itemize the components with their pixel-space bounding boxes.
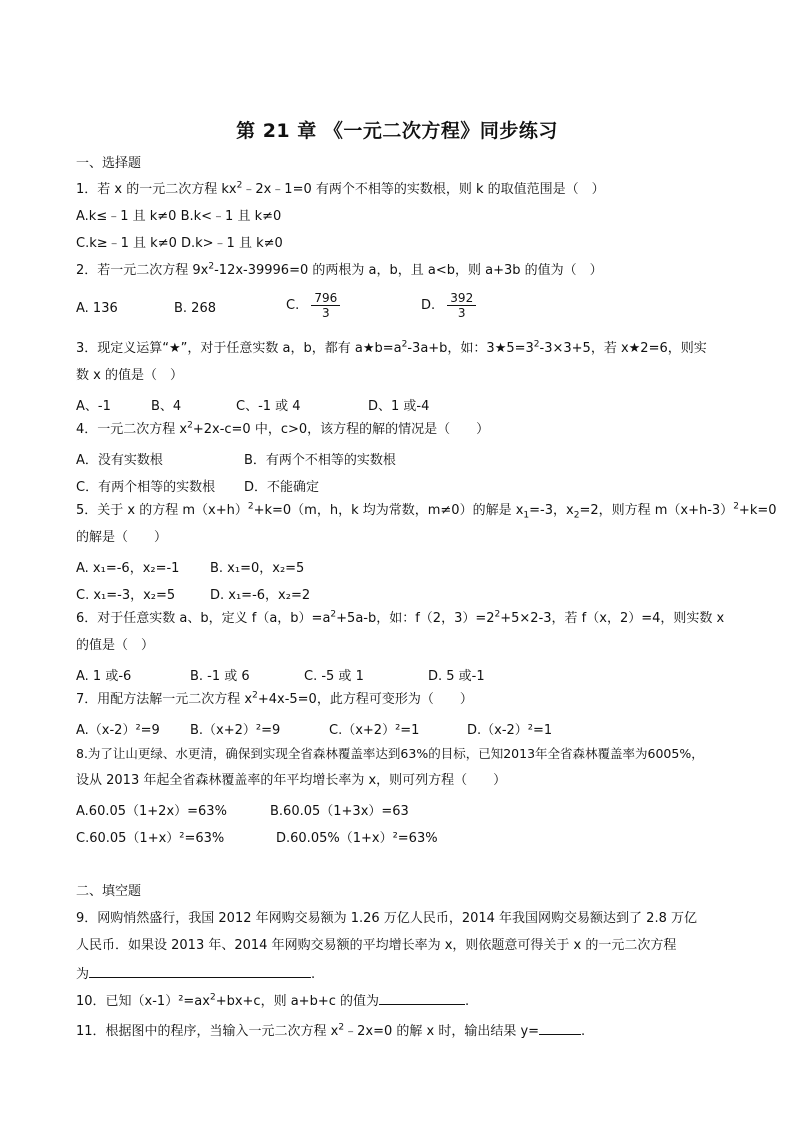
superscript: 2 [252, 690, 258, 701]
question-2-stem-a: 2．若一元二次方程 9x [76, 263, 209, 278]
question-2-stem-b: -12x-39996=0 的两根为 a，b，且 a<b，则 a+3b 的值为（ ） [214, 263, 603, 278]
question-6-stem-c: +5×2-3，若 f（x，2）=4，则实数 x [500, 611, 725, 626]
question-6-option-b: B. -1 或 6 [190, 669, 250, 684]
question-9-suffix: . [311, 967, 316, 982]
question-4-option-c: C．有两个相等的实数根 [76, 480, 216, 495]
superscript: 2 [236, 180, 243, 191]
section-heading-choice: 一、选择题 [76, 156, 142, 171]
question-6 [76, 611, 724, 627]
fraction [447, 291, 476, 320]
superscript: 2 [338, 1022, 345, 1033]
question-3-stem-b: -3a+b，如：3★5=3 [407, 341, 534, 356]
question-9: 9．网购悄然盛行，我国 2012 年网购交易额为 1.26 万亿人民币，2014 年我国网购交易额达到了 2.8 万亿 [76, 911, 697, 926]
question-1-options-cd: C.k≥﹣1 且 k≠0 D.k>﹣1 且 k≠0 [76, 236, 283, 251]
question-7-option-b: B.（x+2）²=9 [190, 723, 281, 738]
question-1-stem-b: ﹣2x﹣1=0 有两个不相等的实数根，则 k 的取值范围是（ ） [242, 182, 605, 197]
question-7-stem-a: 7．用配方法解一元二次方程 x [76, 692, 253, 707]
question-5-stem-c: =-3，x [529, 503, 574, 518]
superscript: 2 [401, 339, 408, 350]
superscript: 2 [330, 609, 337, 620]
question-6-option-c: C. -5 或 1 [304, 669, 364, 684]
superscript: 2 [187, 420, 193, 431]
question-7-option-c: C.（x+2）²=1 [329, 723, 420, 738]
question-3-stem-c: -3×3+5，若 x★2=6，则实 [539, 341, 707, 356]
fraction-denominator: 3 [457, 306, 466, 320]
question-8-option-d: D.60.05%（1+x）²=63% [276, 831, 438, 846]
question-8-option-b: B.60.05（1+3x）=63 [270, 804, 409, 819]
question-1-options-ab: A.k≤﹣1 且 k≠0 B.k<﹣1 且 k≠0 [76, 209, 282, 224]
question-10 [76, 992, 469, 1010]
page-title: 第 21 章 《一元二次方程》同步练习 [236, 120, 558, 142]
question-6-line-2: 的值是（ ） [76, 638, 155, 653]
question-8-option-a: A.60.05（1+2x）=63% [76, 804, 227, 819]
superscript: 2 [209, 992, 216, 1003]
question-6-stem-b: +5a-b，如：f（2，3）=2 [336, 611, 495, 626]
fraction-numerator: 796 [311, 291, 340, 306]
question-4 [76, 422, 489, 438]
question-3-option-c: C、-1 或 4 [236, 399, 301, 414]
question-5-option-b: B. x₁=0，x₂=5 [210, 561, 305, 576]
question-3-stem-a: 3．现定义运算“★”，对于任意实数 a，b，都有 a★b=a [76, 341, 402, 356]
question-2-option-a: A. 136 [76, 301, 118, 316]
question-9-line-2: 人民币．如果设 2013 年、2014 年网购交易额的平均增长率为 x，则依题意可得关于 x 的一元二次方程 [76, 938, 677, 953]
question-6-option-a: A. 1 或-6 [76, 669, 132, 684]
question-5-stem-e: +k=0 [738, 503, 777, 518]
question-2-option-b: B. 268 [174, 301, 216, 316]
question-11-suffix: . [581, 1024, 586, 1039]
question-2-option-d [421, 291, 476, 320]
question-3-option-b: B、4 [151, 399, 182, 414]
question-3-line-2: 数 x 的值是（ ） [76, 368, 183, 383]
question-3-option-d: D、1 或-4 [368, 399, 430, 414]
subscript: 2 [573, 510, 580, 521]
superscript: 2 [494, 609, 501, 620]
question-5-stem-d: =2，则方程 m（x+h-3） [579, 503, 734, 518]
answer-blank[interactable] [379, 992, 465, 1005]
question-5-line-2: 的解是（ ） [76, 530, 168, 545]
superscript: 2 [247, 501, 254, 512]
question-2 [76, 263, 603, 279]
question-6-option-d: D. 5 或-1 [428, 669, 485, 684]
question-4-option-a: A．没有实数根 [76, 453, 163, 468]
question-6-stem-a: 6．对于任意实数 a、b，定义 f（a，b）=a [76, 611, 331, 626]
question-7-option-d: D.（x-2）²=1 [467, 723, 553, 738]
question-5 [76, 503, 777, 519]
question-3 [76, 341, 707, 357]
question-5-option-a: A. x₁=-6，x₂=-1 [76, 561, 180, 576]
question-7-stem-b: +4x-5=0，此方程可变形为（ ） [257, 692, 473, 707]
question-3-option-a: A、-1 [76, 399, 111, 414]
question-5-option-d: D. x₁=-6，x₂=2 [210, 588, 311, 603]
question-5-option-c: C. x₁=-3，x₂=5 [76, 588, 176, 603]
question-8: 8.为了让山更绿、水更清，确保到实现全省森林覆盖率达到63%的目标，已知2013年全省森林覆盖率为6005%， [76, 746, 704, 761]
question-7 [76, 692, 473, 708]
question-1-stem-a: 1．若 x 的一元二次方程 kx [76, 182, 237, 197]
question-11-stem-a: 11．根据图中的程序，当输入一元二次方程 x [76, 1024, 339, 1039]
question-5-stem-a: 5．关于 x 的方程 m（x+h） [76, 503, 248, 518]
question-5-stem-b: +k=0（m，h，k 均为常数，m≠0）的解是 x [253, 503, 524, 518]
question-4-stem-a: 4．一元二次方程 x [76, 422, 188, 437]
option-letter: C. [286, 298, 300, 313]
fraction [311, 291, 340, 320]
question-9-prefix: 为 [76, 967, 90, 982]
answer-blank[interactable] [539, 1022, 581, 1035]
question-7-option-a: A.（x-2）²=9 [76, 723, 160, 738]
question-11-stem-b: ﹣2x=0 的解 x 时，输出结果 y= [344, 1024, 540, 1039]
option-letter: D. [421, 298, 436, 313]
question-10-suffix: . [465, 994, 470, 1009]
superscript: 2 [208, 261, 215, 272]
question-10-stem-b: +bx+c，则 a+b+c 的值为 [215, 994, 379, 1009]
question-4-stem-b: +2x-c=0 中，c>0，该方程的解的情况是（ ） [192, 422, 490, 437]
question-8-line-2: 设从 2013 年起全省森林覆盖率的年平均增长率为 x，则可列方程（ ） [76, 773, 507, 788]
question-2-option-c [286, 291, 340, 320]
question-1 [76, 182, 605, 198]
superscript: 2 [733, 501, 739, 512]
superscript: 2 [533, 339, 540, 350]
question-10-stem-a: 10．已知（x-1）²=ax [76, 994, 210, 1009]
section-heading-fill: 二、填空题 [76, 884, 142, 899]
fraction-numerator: 392 [447, 291, 476, 306]
question-11 [76, 1022, 585, 1040]
answer-blank[interactable] [89, 965, 311, 978]
question-8-option-c: C.60.05（1+x）²=63% [76, 831, 225, 846]
question-9-line-3 [76, 965, 315, 983]
question-4-option-b: B．有两个不相等的实数根 [244, 453, 396, 468]
fraction-denominator: 3 [321, 306, 330, 320]
subscript: 1 [523, 510, 530, 521]
question-4-option-d: D．不能确定 [244, 480, 320, 495]
